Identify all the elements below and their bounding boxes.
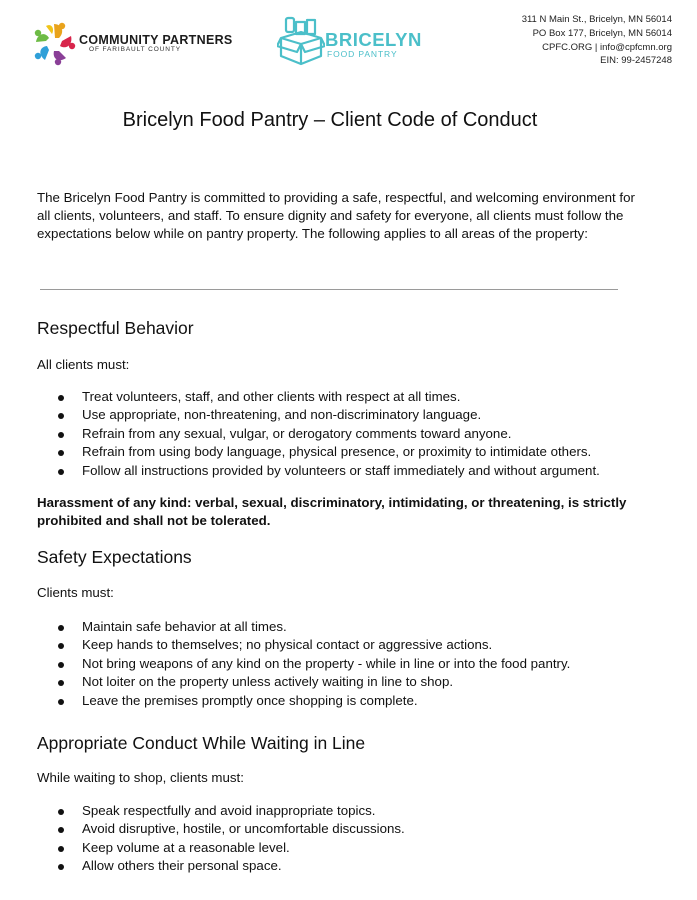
list-item: Follow all instructions provided by volunteers or staff immediately and without argument.	[50, 462, 600, 480]
bullet-icon	[58, 469, 64, 475]
list-item: Refrain from using body language, physical presence, or proximity to intimidate others.	[50, 443, 600, 461]
section-lead: While waiting to shop, clients must:	[37, 770, 244, 785]
section-heading-respectful-behavior: Respectful Behavior	[37, 318, 194, 338]
list-item: Keep hands to themselves; no physical contact or aggressive actions.	[50, 636, 570, 654]
bullet-icon	[58, 827, 64, 833]
horizontal-divider	[40, 289, 618, 290]
bullet-icon	[58, 864, 64, 870]
bullet-icon	[58, 846, 64, 852]
bullet-icon	[58, 699, 64, 705]
respectful-behavior-list	[50, 388, 600, 480]
safety-expectations-list	[50, 618, 570, 710]
address-block	[522, 13, 672, 68]
address-web-email: CPFC.ORG | info@cpfcmn.org	[542, 41, 672, 53]
bullet-icon	[58, 413, 64, 419]
community-partners-logo	[32, 20, 242, 66]
list-item: Speak respectfully and avoid inappropriate topics.	[50, 802, 405, 820]
bullet-icon	[58, 643, 64, 649]
bricelyn-food-pantry-logo	[277, 16, 437, 66]
intro-paragraph: The Bricelyn Food Pantry is committed to providing a safe, respectful, and welcoming environment for all clients, volunteers, and staff. To ensure dignity and safety for everyone, all clients must follow the expectations below while on pantry property. The following applies to all areas of the property:	[37, 190, 635, 242]
bfp-logo-name: BRICELYN	[325, 29, 422, 50]
section-lead: All clients must:	[37, 357, 130, 372]
page-title: Bricelyn Food Pantry – Client Code of Conduct	[122, 109, 538, 131]
list-item: Treat volunteers, staff, and other clients with respect at all times.	[50, 388, 600, 406]
list-item: Avoid disruptive, hostile, or uncomfortable discussions.	[50, 820, 405, 838]
bullet-icon	[58, 680, 64, 686]
address-street: 311 N Main St., Bricelyn, MN 56014	[521, 14, 672, 25]
cp-logo-sub: OF FARIBAULT COUNTY	[89, 46, 181, 53]
waiting-in-line-list	[50, 802, 405, 876]
list-item: Refrain from any sexual, vulgar, or derogatory comments toward anyone.	[50, 425, 600, 443]
list-item: Not bring weapons of any kind on the property - while in line or into the food pantry.	[50, 655, 570, 673]
address-po-box: PO Box 177, Bricelyn, MN 56014	[532, 27, 672, 39]
address-ein: EIN: 99-2457248	[600, 55, 672, 67]
list-item: Use appropriate, non-threatening, and non-discriminatory language.	[50, 406, 600, 424]
list-item: Leave the premises promptly once shopping is complete.	[50, 692, 570, 710]
harassment-notice: Harassment of any kind: verbal, sexual, discriminatory, intimidating, or threatening, is strictly prohibited and shall not be tolerated.	[37, 495, 627, 528]
list-item: Allow others their personal space.	[50, 857, 405, 875]
section-lead: Clients must:	[37, 585, 114, 600]
section-heading-waiting-in-line: Appropriate Conduct While Waiting in Line	[37, 733, 366, 753]
bullet-icon	[58, 625, 64, 631]
section-heading-safety-expectations: Safety Expectations	[37, 547, 192, 567]
list-item: Not loiter on the property unless actively waiting in line to shop.	[50, 673, 570, 691]
bullet-icon	[58, 809, 64, 815]
pinwheel-people-icon	[32, 20, 76, 66]
list-item: Keep volume at a reasonable level.	[50, 839, 405, 857]
food-box-icon	[277, 16, 325, 66]
bullet-icon	[58, 432, 64, 438]
bfp-logo-sub: FOOD PANTRY	[327, 49, 398, 59]
bullet-icon	[58, 662, 64, 668]
list-item: Maintain safe behavior at all times.	[50, 618, 570, 636]
bullet-icon	[58, 395, 64, 401]
bullet-icon	[58, 450, 64, 456]
cp-logo-name: COMMUNITY PARTNERS	[79, 33, 233, 47]
